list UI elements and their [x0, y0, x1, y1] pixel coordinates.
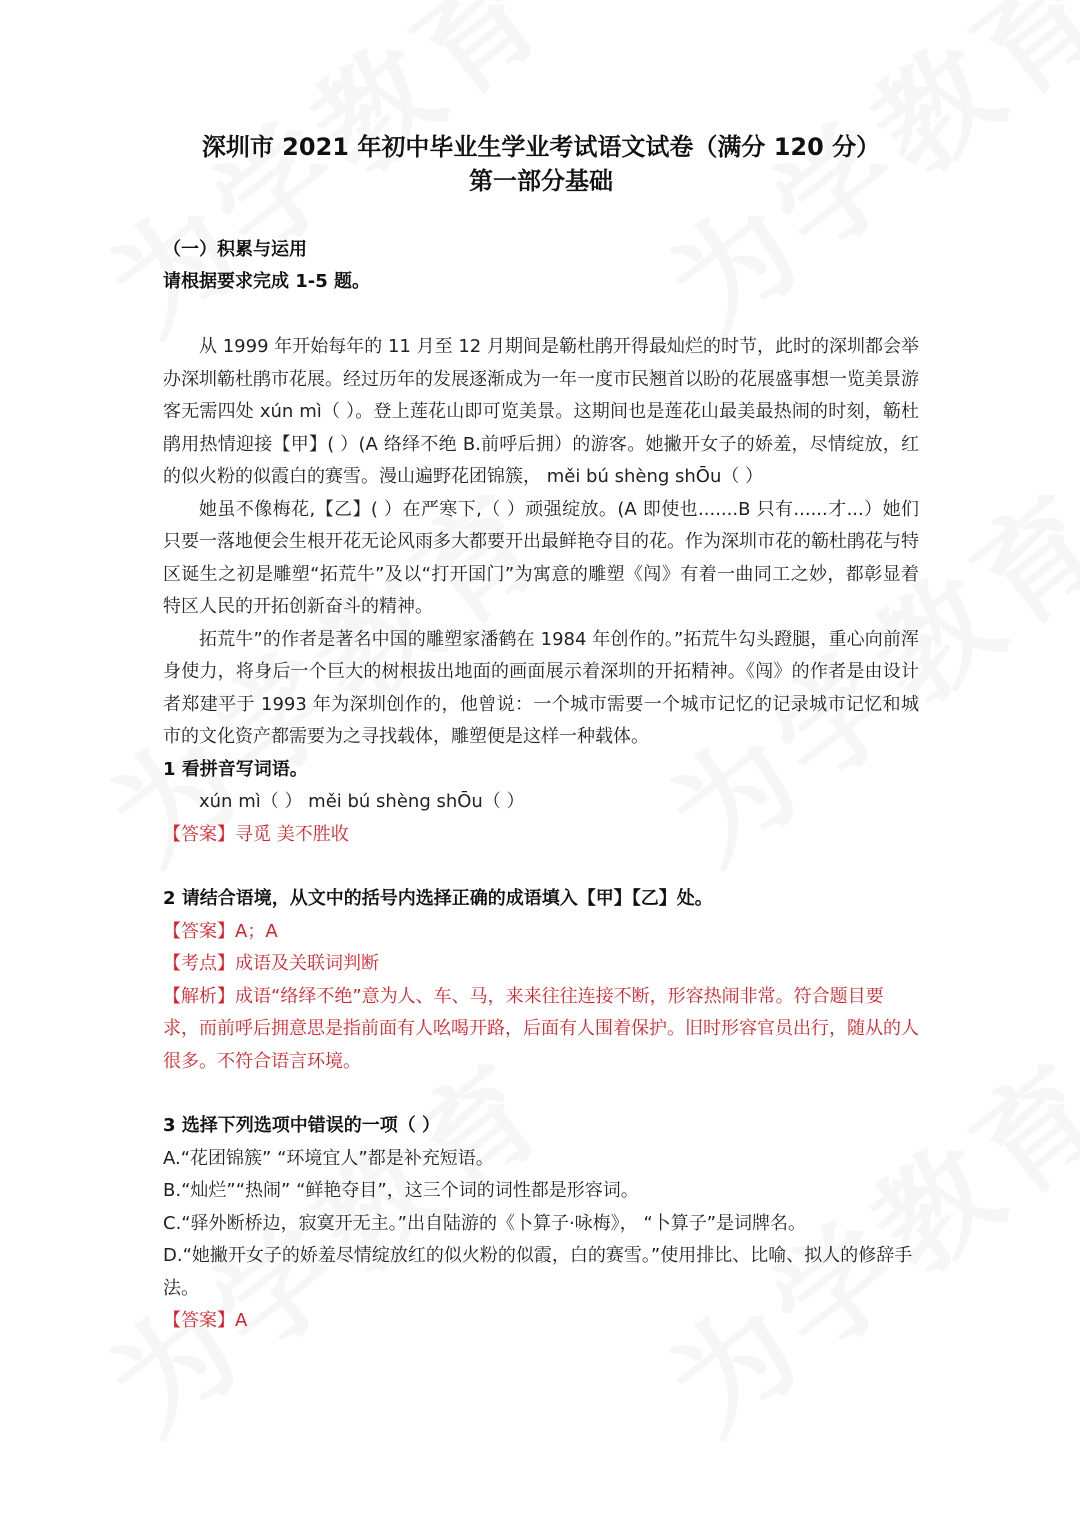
question-1-text: 1 看拼音写词语。 — [163, 758, 308, 780]
exam-title: 深圳市 2021 年初中毕业生学业考试语文试卷（满分 120 分） — [201, 133, 881, 161]
question-1 — [163, 754, 919, 852]
question-3-text: 3 选择下列选项中错误的一项（ ） — [163, 1115, 441, 1136]
spacer — [163, 1078, 919, 1110]
part-title: 第一部分基础 — [469, 167, 613, 195]
section-heading: （一）积累与运用 — [163, 239, 307, 260]
question-2-text: 2 请结合语境，从文中的括号内选择正确的成语填入【甲】【乙】处。 — [163, 888, 713, 909]
option-c: C.“驿外断桥边，寂寞开无主。”出自陆游的《卜算子·咏梅》， “卜算子”是词牌名。 — [163, 1212, 807, 1234]
spacer — [163, 851, 919, 883]
spacer — [163, 298, 919, 331]
question-1-prompt: xún mì（ ） měi bú shèng shŌu（ ） — [199, 791, 525, 812]
question-1-answer: 【答案】寻觅 美不胜收 — [163, 823, 349, 845]
exam-page — [163, 130, 919, 1338]
passage-paragraph-3: 拓荒牛”的作者是著名中国的雕塑家潘鹤在 1984 年创作的。”拓荒牛勾头蹬腿，重心向前浑身使力，将身后一个巨大的树根拔出地面的画面展示着深圳的开拓精神。《闯》的作者是由设计者郑建平于 1993 年为深圳创作的，他曾说：一个城市需要一个城市记忆的记录城市记忆和城市的文化资产都需要为之寻找载体，雕塑便是这样一种载体。 — [163, 628, 919, 747]
question-3 — [163, 1110, 919, 1338]
option-d: D.“她撇开女子的娇羞尽情绽放红的似火粉的似霞，白的赛雪。”使用排比、比喻、拟人的修辞手法。 — [163, 1245, 913, 1299]
passage-paragraph-2: 她虽不像梅花,【乙】( ）在严寒下,（ ）顽强绽放。(A 即使也.......B 只有......才...）她们只要一落地便会生根开花无论风雨多大都要开出最鲜艳夺目的花。作为深圳市花的簕杜鹃花与特区诞生之初是雕塑“拓荒牛”及以“打开国门”为寓意的雕塑《闯》有着一曲同工之妙，都彰显着特区人民的开拓创新奋斗的精神。 — [163, 498, 919, 617]
option-b: B.“灿烂”“热闹” “鲜艳夺目”，这三个词的词性都是形容词。 — [163, 1180, 639, 1201]
question-2-answer: 【答案】A；A — [163, 920, 278, 942]
section-instruction: 请根据要求完成 1-5 题。 — [163, 271, 371, 292]
option-a: A.“花团锦簇” “环境宜人”都是补充短语。 — [163, 1147, 494, 1169]
question-2 — [163, 883, 919, 1078]
question-2-point: 【考点】成语及关联词判断 — [163, 953, 379, 974]
passage-paragraph-1: 从 1999 年开始每年的 11 月至 12 月期间是簕杜鹃开得最灿烂的时节，此时的深圳都会举办深圳簕杜鹃市花展。经过历年的发展逐渐成为一年一度市民翘首以盼的花展盛事想一览美景游客无需四处 xún mì（ ）。登上莲花山即可览美景。这期间也是莲花山最美最热闹的时刻，簕杜鹃用热情迎接【甲】( ）(A 络绎不绝 B.前呼后拥）的游客。她撇开女子的娇羞，尽情绽放，红的似火粉的似霞白的赛雪。漫山遍野花团锦簇， měi bú shèng shŌu（ ） — [163, 336, 919, 487]
question-3-answer: 【答案】A — [163, 1310, 248, 1331]
question-2-analysis: 【解析】成语“络绎不绝”意为人、车、马，来来往往连接不断，形容热闹非常。符合题目要求，而前呼后拥意思是指前面有人吆喝开路，后面有人围着保护。旧时形容官员出行，随从的人很多。不符合语言环境。 — [163, 985, 919, 1072]
